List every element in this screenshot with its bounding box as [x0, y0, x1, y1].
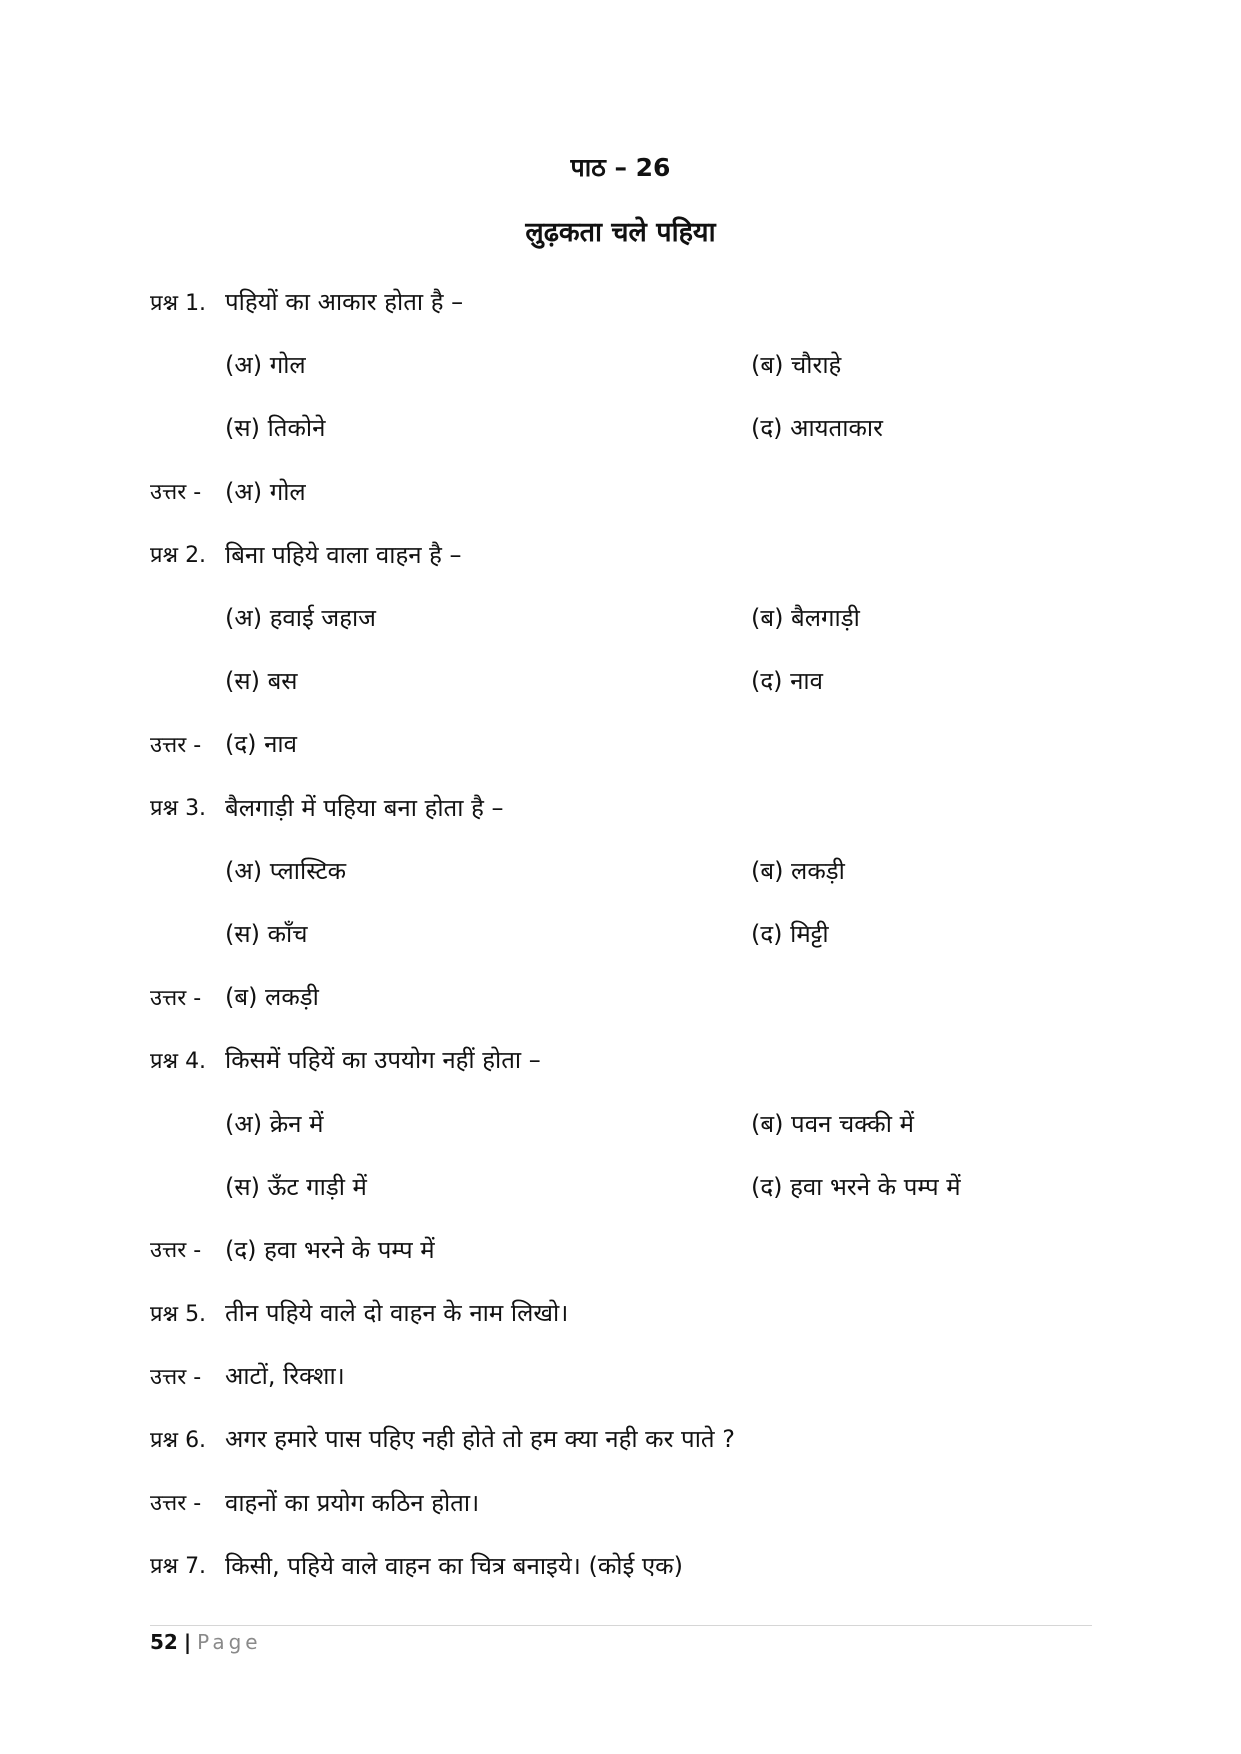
option-c: (स) बस [225, 667, 298, 696]
answer-5 [150, 1344, 1100, 1407]
option-d: (द) नाव [751, 667, 823, 696]
answer-4 [150, 1218, 1100, 1281]
question-4 [150, 1028, 1100, 1091]
question-text: किसमें पहियें का उपयोग नहीं होता – [225, 1046, 541, 1075]
question-label: प्रश्न 3. [150, 796, 207, 822]
question-7 [150, 1534, 1100, 1597]
option-d: (द) हवा भरने के पम्प में [751, 1172, 961, 1201]
page-footer [150, 1630, 262, 1654]
page-number: 52 [150, 1630, 178, 1654]
options-row [150, 649, 1100, 712]
question-label: प्रश्न 6. [150, 1427, 207, 1453]
answer-text: (द) हवा भरने के पम्प में [225, 1235, 435, 1264]
question-text: किसी, पहिये वाले वाहन का चित्र बनाइये। (कोई एक) [225, 1551, 683, 1580]
answer-text: (अ) गोल [225, 477, 306, 506]
options-row [150, 1091, 1100, 1154]
question-text: पहियों का आकार होता है – [225, 288, 464, 317]
option-b: (ब) पवन चक्की में [751, 1109, 914, 1138]
question-text: बिना पहिये वाला वाहन है – [225, 540, 462, 569]
answer-label: उत्तर - [150, 732, 202, 758]
lesson-title: लुढ़कता चले पहिया [525, 217, 716, 248]
answer-label: उत्तर - [150, 985, 202, 1011]
question-3 [150, 776, 1100, 839]
answer-text: (ब) लकड़ी [225, 983, 319, 1012]
question-5 [150, 1281, 1100, 1344]
answer-2 [150, 712, 1100, 775]
option-b: (ब) चौराहे [751, 351, 842, 380]
question-2 [150, 523, 1100, 586]
page-word: Page [197, 1630, 262, 1654]
option-c: (स) काँच [225, 919, 308, 948]
option-a: (अ) गोल [225, 351, 306, 380]
options-row [150, 839, 1100, 902]
question-6 [150, 1407, 1100, 1470]
answer-label: उत्तर - [150, 1364, 202, 1390]
option-d: (द) मिट्टी [751, 919, 829, 948]
footer-divider [150, 1625, 1092, 1626]
options-row [150, 902, 1100, 965]
question-label: प्रश्न 2. [150, 543, 207, 569]
options-row [150, 1155, 1100, 1218]
answer-1 [150, 460, 1100, 523]
question-label: प्रश्न 4. [150, 1048, 207, 1074]
answer-text: वाहनों का प्रयोग कठिन होता। [225, 1488, 480, 1517]
answer-label: उत्तर - [150, 480, 202, 506]
option-a: (अ) हवाई जहाज [225, 604, 376, 633]
option-a: (अ) प्लास्टिक [225, 856, 347, 885]
options-row [150, 586, 1100, 649]
question-label: प्रश्न 5. [150, 1301, 207, 1327]
question-text: अगर हमारे पास पहिए नही होते तो हम क्या नही कर पाते ? [225, 1425, 735, 1454]
options-row [150, 333, 1100, 396]
question-label: प्रश्न 7. [150, 1554, 207, 1580]
option-c: (स) ऊँट गाड़ी में [225, 1172, 367, 1201]
lesson-number: पाठ – 26 [570, 153, 671, 182]
answer-6 [150, 1471, 1100, 1534]
question-text: तीन पहिये वाले दो वाहन के नाम लिखो। [225, 1299, 569, 1328]
option-b: (ब) लकड़ी [751, 856, 845, 885]
answer-text: आटों, रिक्शा। [225, 1362, 345, 1391]
options-row [150, 396, 1100, 459]
question-list [150, 270, 1100, 1597]
answer-label: उत्तर - [150, 1491, 202, 1517]
option-a: (अ) क्रेन में [225, 1109, 324, 1138]
question-1 [150, 270, 1100, 333]
option-b: (ब) बैलगाड़ी [751, 604, 860, 633]
question-text: बैलगाड़ी में पहिया बना होता है – [225, 793, 504, 822]
question-label: प्रश्न 1. [150, 290, 207, 316]
option-c: (स) तिकोने [225, 414, 326, 443]
answer-text: (द) नाव [225, 730, 297, 759]
footer-separator: | [183, 1630, 192, 1654]
option-d: (द) आयताकार [751, 414, 883, 443]
answer-3 [150, 965, 1100, 1028]
answer-label: उत्तर - [150, 1238, 202, 1264]
